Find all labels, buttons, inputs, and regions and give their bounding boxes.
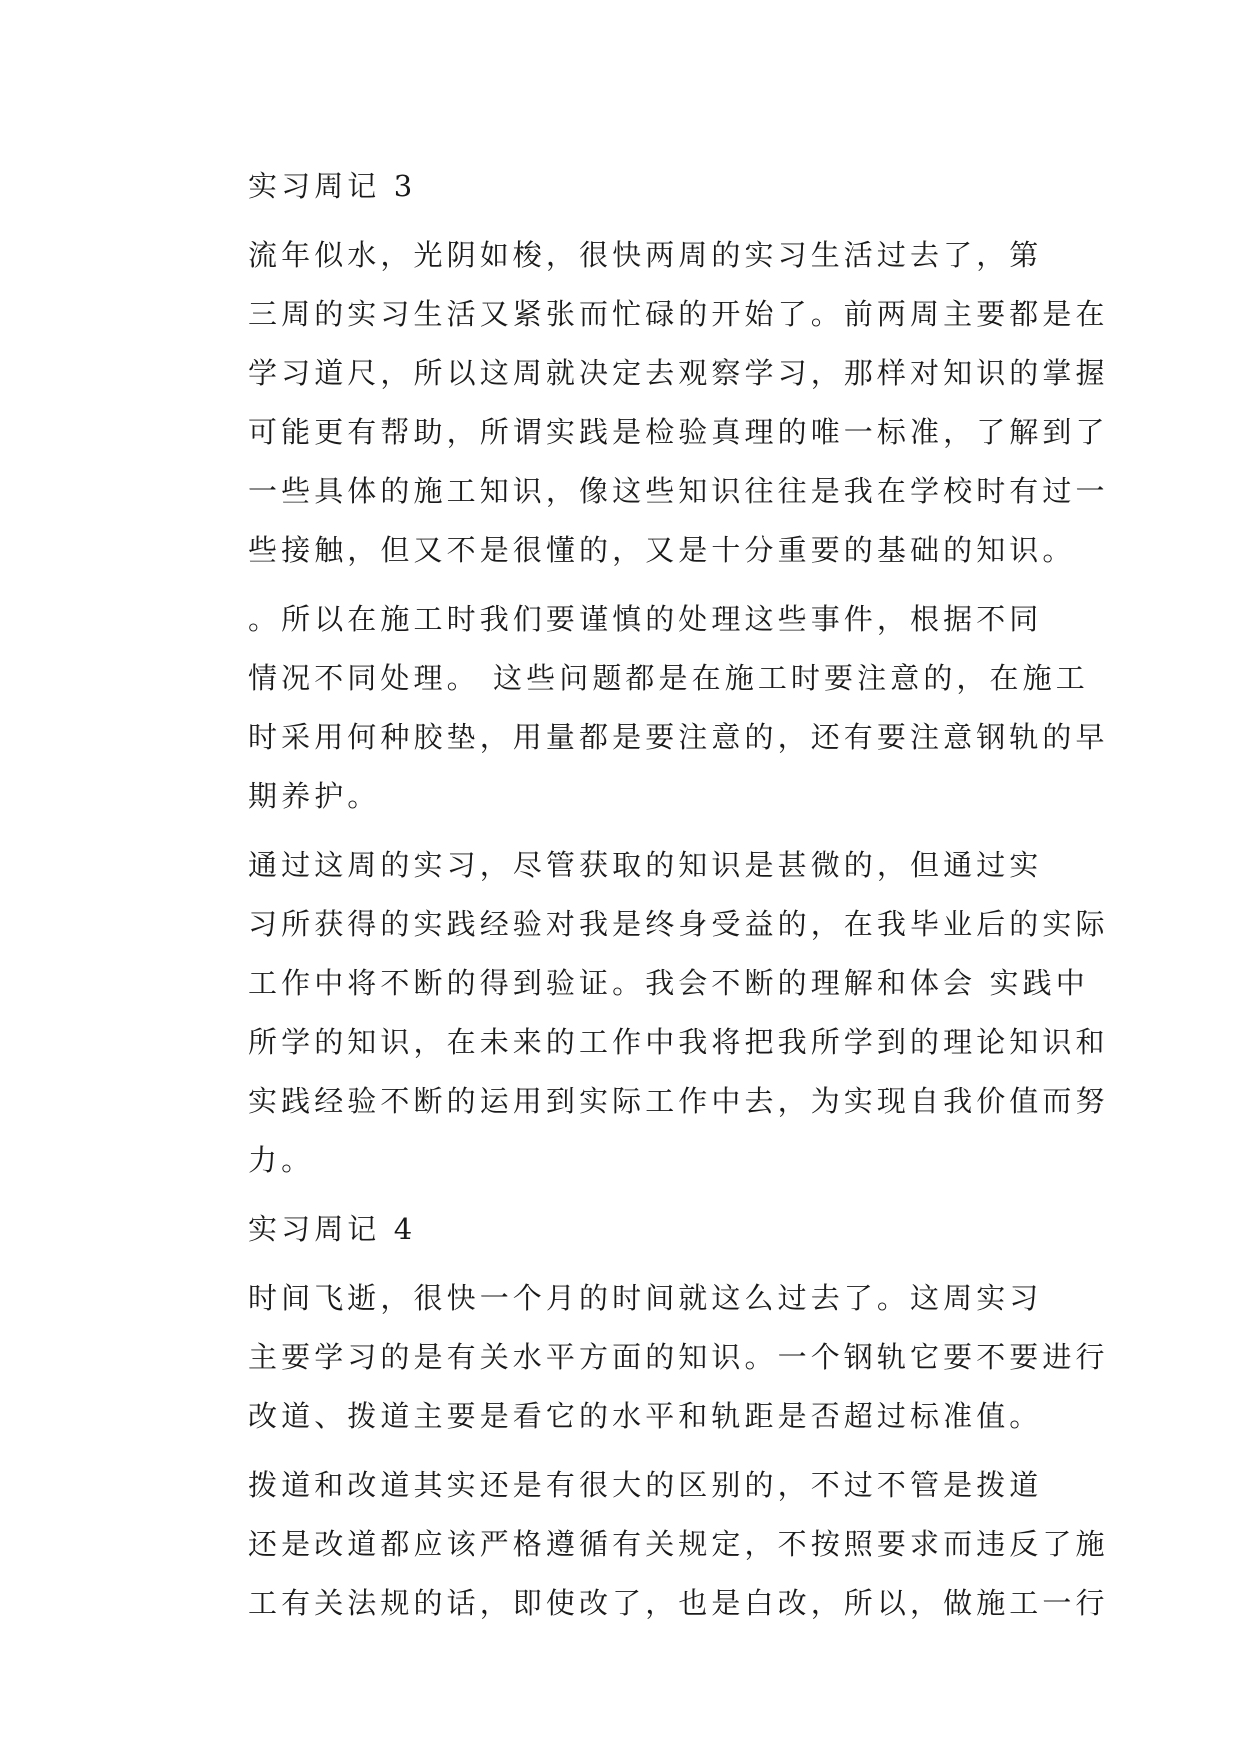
- text-line: 。所以在施工时我们要谨慎的处理这些事件，根据不同: [248, 602, 1043, 636]
- text-line: 拨道和改道其实还是有很大的区别的，不过不管是拨道: [248, 1468, 1043, 1502]
- section-3-title: 实习周记 3: [248, 169, 417, 203]
- section-3-paragraph-2: [190, 590, 1109, 826]
- text-line: 流年似水，光阴如梭，很快两周的实习生活过去了，第: [248, 238, 1043, 272]
- text-line: 可能更有帮助，所谓实践是检验真理的唯一标准，了解到了: [248, 415, 1109, 449]
- text-line: 时采用何种胶垫，用量都是要注意的，还有要注意钢轨的早: [248, 720, 1109, 754]
- section-3-paragraph-3: [190, 836, 1109, 1190]
- section-3-paragraph-1: [190, 226, 1109, 580]
- text-line: 三周的实习生活又紧张而忙碌的开始了。前两周主要都是在: [248, 297, 1109, 331]
- text-line: 情况不同处理。 这些问题都是在施工时要注意的，在施工: [248, 661, 1089, 695]
- text-line: 工作中将不断的得到验证。我会不断的理解和体会 实践中: [248, 966, 1089, 1000]
- text-line: 实践经验不断的运用到实际工作中去，为实现自我价值而努: [248, 1084, 1109, 1118]
- document-body: [190, 157, 1109, 1643]
- section-4-title: 实习周记 4: [248, 1212, 417, 1246]
- text-line: 期养护。: [248, 779, 381, 813]
- section-4-paragraph-2: [190, 1456, 1109, 1633]
- text-line: 力。: [248, 1143, 315, 1177]
- text-line: 学习道尺，所以这周就决定去观察学习，那样对知识的掌握: [248, 356, 1109, 390]
- text-line: 通过这周的实习，尽管获取的知识是甚微的，但通过实: [248, 848, 1043, 882]
- text-line: 时间飞逝，很快一个月的时间就这么过去了。这周实习: [248, 1281, 1043, 1315]
- text-line: 主要学习的是有关水平方面的知识。一个钢轨它要不要进行: [248, 1340, 1109, 1374]
- text-line: 些接触，但又不是很懂的，又是十分重要的基础的知识。: [248, 533, 1076, 567]
- section-4-paragraph-1: [190, 1269, 1109, 1446]
- text-line: 习所获得的实践经验对我是终身受益的，在我毕业后的实际: [248, 907, 1109, 941]
- text-line: 所学的知识，在未来的工作中我将把我所学到的理论知识和: [248, 1025, 1109, 1059]
- text-line: 改道、拨道主要是看它的水平和轨距是否超过标准值。: [248, 1399, 1043, 1433]
- text-line: 工有关法规的话，即使改了，也是白改，所以，做施工一行: [248, 1586, 1109, 1620]
- text-line: 一些具体的施工知识，像这些知识往往是我在学校时有过一: [248, 474, 1109, 508]
- text-line: 还是改道都应该严格遵循有关规定，不按照要求而违反了施: [248, 1527, 1109, 1561]
